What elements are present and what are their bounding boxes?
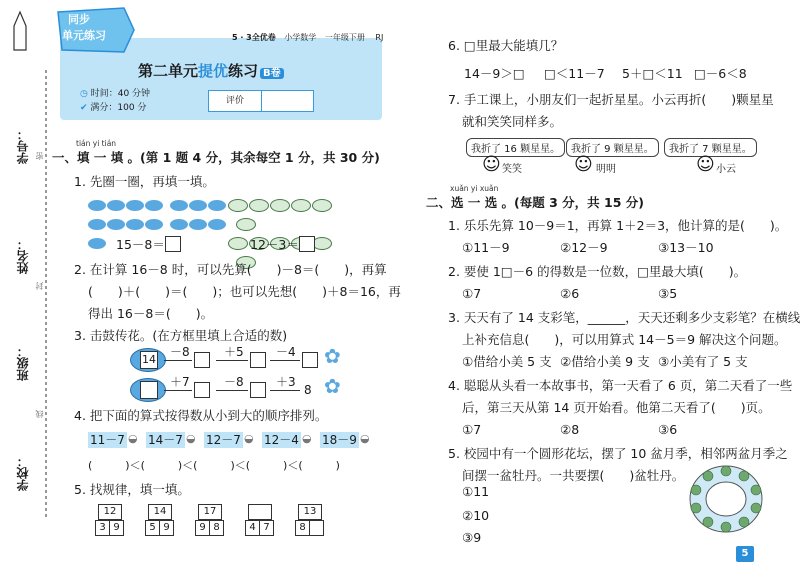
option[interactable]: ③9 (462, 530, 482, 545)
pill-icon (228, 199, 248, 212)
end-number: 8 (304, 383, 312, 397)
kid-name: 明明 (596, 164, 616, 175)
balloon-icon (88, 200, 106, 211)
arrow-op: －4 (276, 345, 296, 359)
section2-heading: 二、选 一 选 。(每题 3 分，共 15 分) (426, 195, 644, 210)
house-right: 9 (159, 520, 174, 536)
mouse-icon: ◒ (302, 432, 312, 445)
mouse-icon: ◒ (128, 432, 138, 445)
s2-q3-line2: 上补充信息( )，可以用算式 14－5＝9 解决这个问题。 (462, 332, 787, 347)
answer-box[interactable] (194, 352, 210, 368)
house-right: 8 (209, 520, 224, 536)
answer-box[interactable] (194, 382, 210, 398)
girl-avatar: ☺ (696, 154, 715, 175)
house-right: 7 (259, 520, 274, 536)
expression-item: 18－9 (322, 433, 357, 447)
q6-item: 14－9＞□ (464, 66, 525, 81)
house-left: 4 (245, 520, 260, 536)
answer-box[interactable] (250, 352, 266, 368)
drum-icon (130, 348, 166, 372)
time-info: ◷ 时间：40 分钟 (80, 89, 151, 99)
student-id-label: 学号： (16, 128, 30, 164)
speech-bubble: 我折了 16 颗星星。 (466, 138, 565, 157)
s2-q4-line2: 后，第三天从第 14 页开始看。他第二天看了( )页。 (462, 400, 771, 415)
answer-box[interactable] (299, 236, 315, 252)
pill-group (228, 195, 348, 271)
arrow-op: ＋3 (276, 375, 296, 389)
house-top-blank[interactable] (248, 504, 272, 520)
mouse-icon: ◒ (186, 432, 196, 445)
evaluation-box[interactable] (208, 90, 314, 112)
arrow-op: ＋5 (224, 345, 244, 359)
q6-prompt: 6. □里最大能填几？ (448, 38, 564, 53)
grade-name: 一年级下册 (324, 33, 365, 42)
girl-avatar: ☺ (482, 154, 501, 175)
q5-prompt: 5. 找规律，填一填。 (74, 482, 190, 497)
boy-avatar: ☺ (574, 154, 593, 175)
seal-mark-feng: 封 (35, 282, 44, 290)
q5-pattern (98, 504, 378, 544)
option[interactable]: ①11－9 (462, 240, 510, 255)
option[interactable]: ③13－10 (658, 240, 714, 255)
section2-pinyin: xuǎn yi xuǎn (450, 184, 499, 193)
page-number: 5 (736, 546, 754, 562)
mouse-icon: ◒ (360, 432, 370, 445)
expression-item: 14－7 (148, 433, 183, 447)
q2-line3: 得出 16－8＝( )。 (88, 306, 214, 321)
seal-mark-xian: 线 (35, 410, 44, 418)
arrow-line (270, 360, 300, 361)
flower-icon: ✿ (324, 374, 341, 398)
q2-line2: ( )＋( )＝( )；也可以先想( )＋8＝16，再 (88, 284, 401, 299)
q3-prompt: 3. 击鼓传花。(在方框里填上合适的数) (74, 328, 288, 343)
option[interactable]: ②12－9 (560, 240, 608, 255)
house-right: 9 (109, 520, 124, 536)
option[interactable]: ②6 (560, 286, 580, 301)
section1-pinyin: tián yi tián (76, 139, 117, 148)
seal-mark-mi: 密 (35, 152, 44, 160)
q4-prompt: 4. 把下面的算式按得数从小到大的顺序排列。 (74, 408, 328, 423)
expression-item: 11－7 (90, 433, 125, 447)
option[interactable]: ①11 (462, 484, 490, 499)
expression-item: 12－4 (264, 433, 299, 447)
evaluation-label: 评价 (209, 91, 262, 111)
class-label: 班级： (16, 345, 30, 381)
q1-equation-2: 12－3＝ (250, 236, 315, 253)
answer-box[interactable] (250, 382, 266, 398)
house-top: 12 (98, 504, 122, 520)
q4-order-blanks[interactable]: ( )＜( )＜( )＜( )＜( ) (88, 459, 340, 472)
q4-expressions (88, 432, 388, 450)
arrow-op: －8 (224, 375, 244, 389)
house-right-blank[interactable] (309, 520, 324, 536)
speech-bubble: 我折了 9 颗星星。 (566, 138, 659, 157)
option[interactable]: ②借给小美 9 支 (560, 354, 650, 369)
drum-icon (130, 378, 166, 402)
option[interactable]: ①7 (462, 422, 482, 437)
s2-q1: 1. 乐乐先算 10－9＝1，再算 1＋2＝3，他计算的是( )。 (448, 218, 788, 233)
arrow-line (164, 360, 192, 361)
subject-name: 小学数学 (284, 33, 317, 42)
pencil-icon (14, 12, 26, 50)
house-top: 17 (198, 504, 222, 520)
s2-q4-line1: 4. 聪聪从头看一本故事书，第一天看了 6 页，第二天看了一些 (448, 378, 793, 393)
option[interactable]: ③6 (658, 422, 678, 437)
section1-heading: 一、填 一 填 。(第 1 题 4 分，其余每空 1 分，共 30 分) (52, 150, 380, 165)
kid-name: 笑笑 (502, 164, 522, 175)
answer-box[interactable] (140, 381, 158, 399)
s2-q5-line1: 5. 校园中有一个圆形花坛，摆了 10 盆月季，相邻两盆月季之 (448, 446, 788, 461)
expression-item: 12－7 (206, 433, 241, 447)
q2-line1: 2. 在计算 16－8 时，可以先算( )－8＝( )，再算 (74, 262, 387, 277)
arrow-line (270, 390, 300, 391)
answer-box[interactable] (165, 236, 181, 252)
flower-icon: ✿ (324, 344, 341, 368)
s2-q2: 2. 要使 1□－6 的得数是一位数，□里最大填( )。 (448, 264, 747, 279)
house-left: 8 (295, 520, 310, 536)
option[interactable]: ③小美有了 5 支 (658, 354, 748, 369)
house-top: 13 (298, 504, 322, 520)
clock-icon: ◷ (80, 89, 88, 99)
page-title: 第二单元提优练习 B卷 (138, 60, 284, 81)
option[interactable]: ①7 (462, 286, 482, 301)
arrow-line (164, 390, 192, 391)
house-top: 14 (148, 504, 172, 520)
q7-line1: 7. 手工课上，小朋友们一起折星星。小云再折( )颗星星 (448, 92, 774, 107)
name-label: 姓名： (16, 238, 30, 274)
tag-line2: 单元练习 (62, 29, 106, 42)
q6-item: □－6＜8 (694, 66, 747, 81)
mouse-icon: ◒ (244, 432, 254, 445)
answer-box[interactable] (302, 352, 318, 368)
arrow-op: ＋7 (170, 375, 190, 389)
q1-prompt: 1. 先圈一圈，再填一填。 (74, 174, 215, 189)
s2-q5-line2: 间摆一盆牡丹。一共要摆( )盆牡丹。 (462, 468, 685, 483)
b-badge: B卷 (260, 68, 284, 79)
tag-line1: 同步 (68, 13, 90, 26)
kid-name: 小云 (716, 164, 736, 175)
check-icon: ✔ (80, 103, 88, 113)
edition-name: RJ (375, 33, 384, 42)
speech-bubble: 我折了 7 颗星星。 (664, 138, 757, 157)
arrow-line (216, 390, 248, 391)
q6-item: 5＋□＜11 (622, 66, 683, 81)
option[interactable]: ②8 (560, 422, 580, 437)
option[interactable]: ②10 (462, 508, 490, 523)
score-info: ✔ 满分：100 分 (80, 103, 147, 113)
option[interactable]: ①借给小美 5 支 (462, 354, 552, 369)
house-left: 3 (95, 520, 110, 536)
house-left: 5 (145, 520, 160, 536)
option[interactable]: ③5 (658, 286, 678, 301)
q6-item: □＜11－7 (544, 66, 605, 81)
house-left: 9 (195, 520, 210, 536)
series-info (232, 30, 383, 46)
q7-line2: 就和笑笑同样多。 (462, 114, 563, 129)
q1-equation-1: 15－8＝ (116, 236, 181, 253)
school-label: 学校： (16, 455, 30, 491)
series-name: 5 · 3全优卷 (232, 33, 276, 42)
arrow-op: －8 (170, 345, 190, 359)
arrow-line (216, 360, 248, 361)
s2-q3-line1: 3. 天天有了 14 支彩笔，______，天天还剩多少支彩笔？在横线 (448, 310, 800, 325)
flower-bed-icon (686, 462, 766, 536)
start-number: 14 (140, 351, 158, 369)
